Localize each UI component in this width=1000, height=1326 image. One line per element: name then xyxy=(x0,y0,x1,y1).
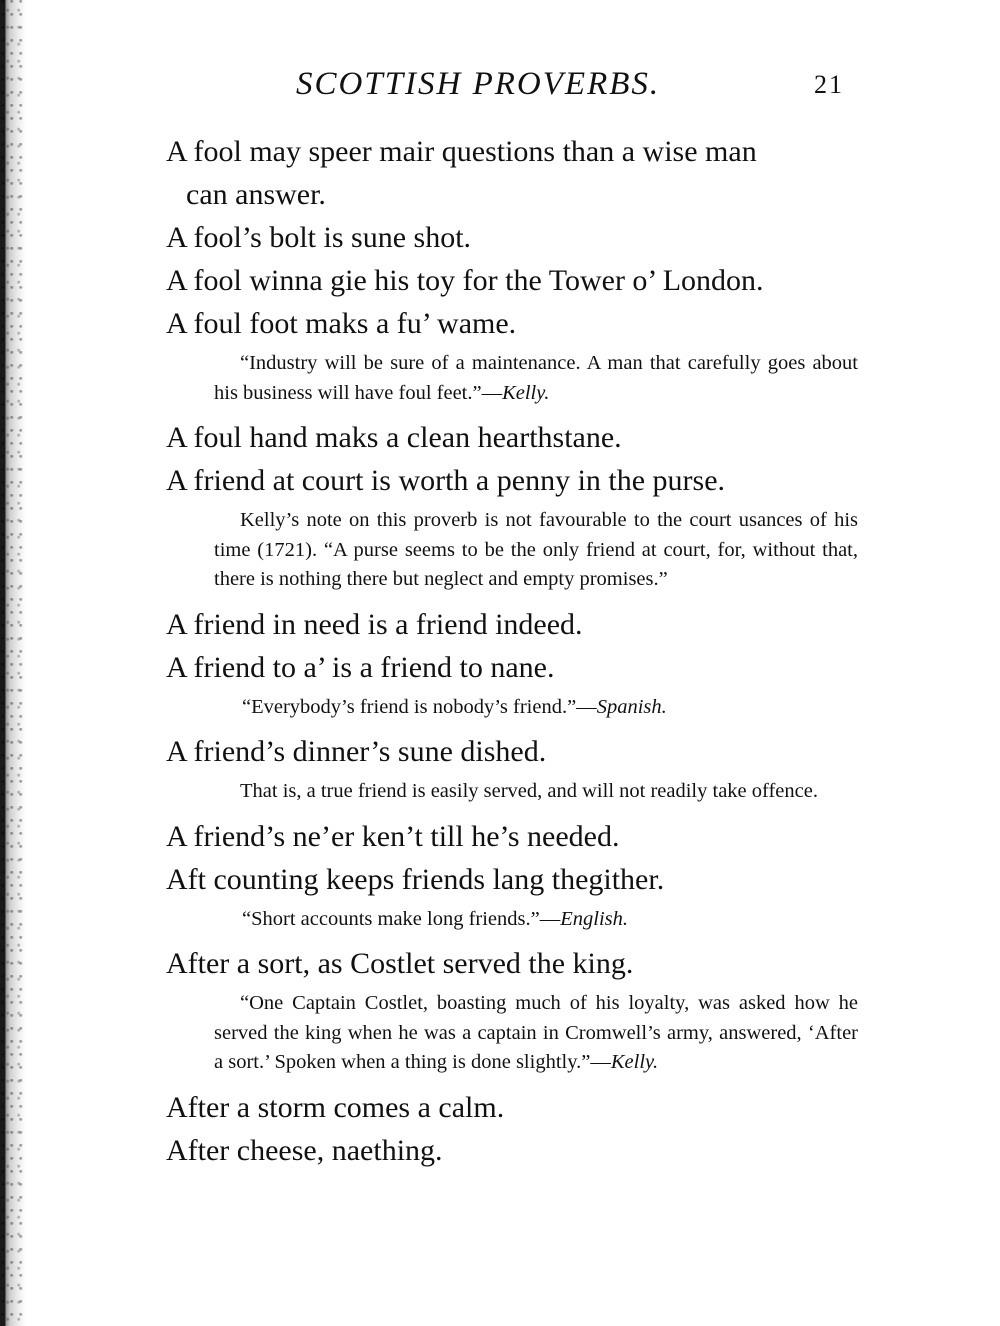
proverb-text: A fool winna gie his toy for the Tower o’ London. xyxy=(166,264,764,297)
proverb-entry xyxy=(166,216,858,259)
proverb-note: “One Captain Costlet, boasting much of his loyalty, was asked how he served the king when he was a captain in Cromwell’s army, answered, ‘After a sort.’ Spoken when a thing is done slightly.”—Kelly. xyxy=(214,992,858,1073)
proverb-text: A friend’s dinner’s sune dished. xyxy=(166,735,547,768)
proverb-entry xyxy=(166,302,858,408)
proverb-entry xyxy=(166,1086,858,1129)
proverb-text: After a sort, as Costlet served the king. xyxy=(166,947,634,980)
proverb-entry xyxy=(166,259,858,302)
note-attribution: Spanish. xyxy=(596,695,667,718)
note-attribution: English. xyxy=(560,907,629,930)
proverb-entry xyxy=(166,459,858,595)
proverb-text: A friend’s ne’er ken’t till he’s needed. xyxy=(166,819,620,853)
proverb-note: “Everybody’s friend is nobody’s friend.”—Spanish. xyxy=(242,695,667,718)
proverb-text: A fool may speer mair questions than a wise man can answer. xyxy=(166,135,757,211)
proverb-entry xyxy=(166,416,858,459)
proverb-note: “Short accounts make long friends.”—English. xyxy=(242,907,629,930)
proverb-entry xyxy=(166,858,858,935)
note-attribution: Kelly. xyxy=(610,1051,659,1073)
proverb-text: A friend in need is a friend indeed. xyxy=(166,607,583,641)
proverb-text: After a storm comes a calm. xyxy=(166,1090,505,1124)
proverb-entry xyxy=(166,815,858,858)
running-title: SCOTTISH PROVERBS. xyxy=(296,66,661,102)
proverb-entry xyxy=(166,730,858,807)
proverb-list xyxy=(166,130,858,1172)
proverb-entry xyxy=(166,1129,858,1172)
proverb-text: After cheese, naething. xyxy=(166,1133,443,1167)
proverb-entry xyxy=(166,646,858,723)
proverb-entry xyxy=(166,942,858,1078)
proverb-text: A foul foot maks a fu’ wame. xyxy=(166,307,517,340)
page-number: 21 xyxy=(814,70,844,99)
proverb-entry xyxy=(166,603,858,646)
proverb-entry xyxy=(166,130,858,216)
book-binding-edge xyxy=(0,0,26,1326)
proverb-note: Kelly’s note on this proverb is not favourable to the court usances of his time (1721). “A purse seems to be the only friend at court, for, without that, there is nothing there but neglect and empty promises.” xyxy=(214,509,858,590)
proverb-text: A foul hand maks a clean hearthstane. xyxy=(166,421,622,454)
proverb-text: Aft counting keeps friends lang thegither. xyxy=(166,862,665,896)
proverb-note: “Industry will be sure of a maintenance. A man that carefully goes about his business will have foul feet.”—Kelly. xyxy=(214,352,858,404)
proverb-text: A fool’s bolt is sune shot. xyxy=(166,221,472,254)
proverb-text: A friend at court is worth a penny in the purse. xyxy=(166,464,726,497)
page-header xyxy=(0,66,1000,106)
proverb-text: A friend to a’ is a friend to nane. xyxy=(166,650,555,684)
note-attribution: Kelly. xyxy=(502,381,550,404)
proverb-note: That is, a true friend is easily served, and will not readily take offence. xyxy=(240,780,818,802)
